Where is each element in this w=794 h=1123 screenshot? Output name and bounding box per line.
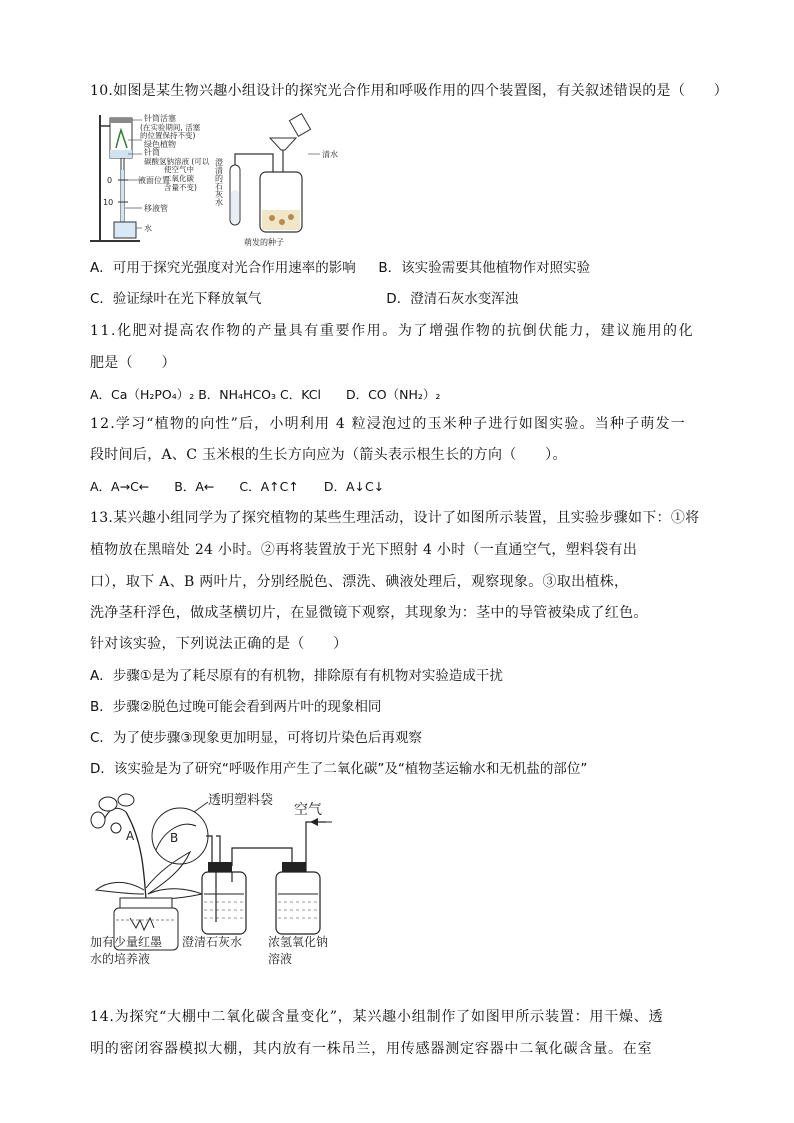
q11-options[interactable]: A．Ca（H₂PO₄）₂ B．NH₄HCO₃ C．KCl D．CO（NH₂）₂ [90, 387, 441, 402]
svg-text:碳酸氢钠溶液 (可以: 碳酸氢钠溶液 (可以 [144, 157, 210, 166]
q13-stem-line1: 13.某兴趣小组同学为了探究植物的某些生理活动，设计了如图所示装置，且实验步骤如下：①将 [90, 510, 700, 526]
q12-stem-line2: 段时间后，A、C 玉米根的生长方向应为（箭头表示根生长的方向（ ）。 [90, 447, 567, 463]
svg-text:B: B [170, 831, 179, 845]
svg-text:移液管: 移液管 [144, 204, 168, 213]
q10-option-b[interactable]: B．该实验需要其他植物作对照实验 [378, 260, 591, 276]
svg-text:针筒: 针筒 [144, 148, 160, 157]
q13-option-a[interactable]: A．步骤①是为了耗尽原有的有机物，排除原有有机物对实验造成干扰 [90, 668, 503, 684]
svg-text:水的培养液: 水的培养液 [90, 952, 151, 966]
q13-apparatus-diagram [86, 790, 376, 975]
q11-stem-line1: 11.化肥对提高农作物的产量具有重要作用。为了增强作物的抗倒伏能力，建议施用的化 [90, 323, 695, 339]
q10-figure [88, 110, 508, 254]
q12-options[interactable]: A．A→C← B．A← C．A↑C↑ D．A↓C↓ [90, 479, 385, 494]
q10-option-c[interactable]: C．验证绿叶在光下释放氧气 [90, 291, 262, 307]
svg-text:(在实验期间, 活塞: (在实验期间, 活塞 [140, 123, 201, 132]
svg-text:的位置保持不变): 的位置保持不变) [140, 131, 196, 140]
svg-text:二氧化碳: 二氧化碳 [164, 174, 194, 183]
q13-option-c[interactable]: C．为了使步骤③现象更加明显，可将切片染色后再观察 [90, 730, 423, 746]
q10-option-a[interactable]: A．可用于探究光强度对光合作用速率的影响 [90, 260, 356, 276]
svg-text:澄清的石灰水: 澄清的石灰水 [214, 158, 224, 206]
q13-stem-line2: 植物放在黑暗处 24 小时。②再将装置放于光下照射 4 小时（一直通空气，塑料袋有出 [90, 542, 638, 558]
svg-text:透明塑料袋: 透明塑料袋 [208, 793, 274, 808]
svg-text:液面位置: 液面位置 [138, 176, 170, 185]
q11-stem-line2: 肥是（ ） [90, 355, 176, 371]
q13-figure [86, 790, 376, 979]
svg-text:0: 0 [107, 176, 113, 185]
q13-stem-line5: 针对该实验，下列说法正确的是（ ） [90, 636, 348, 652]
svg-text:含量不变): 含量不变) [164, 183, 197, 192]
q10-option-row-1 [90, 258, 714, 278]
svg-text:空气: 空气 [294, 802, 322, 818]
q13-option-d[interactable]: D．该实验是为了研究“呼吸作用产生了二氧化碳”及“植物茎运输水和无机盐的部位” [90, 761, 588, 777]
svg-text:澄清石灰水: 澄清石灰水 [182, 935, 243, 949]
q10-apparatus-diagram [88, 110, 508, 250]
q10-option-d[interactable]: D．澄清石灰水变浑浊 [386, 291, 519, 307]
svg-text:使空气中: 使空气中 [164, 165, 194, 174]
svg-text:水: 水 [144, 224, 152, 233]
svg-text:浓氢氧化钠: 浓氢氧化钠 [268, 935, 329, 949]
q12-stem-line1: 12.学习“植物的向性”后，小明利用 4 粒浸泡过的玉米种子进行如图实验。当种子萌发一 [90, 416, 686, 432]
svg-text:A: A [126, 829, 135, 843]
svg-text:10: 10 [103, 198, 114, 207]
svg-text:针筒活塞: 针筒活塞 [144, 114, 176, 123]
q13-stem-line4: 洗净茎秆浮色，做成茎横切片，在显微镜下观察，其现象为：茎中的导管被染成了红色。 [90, 605, 648, 621]
q14-stem-line2: 明的密闭容器模拟大棚，其内放有一株吊兰，用传感器测定容器中二氧化碳含量。在室 [90, 1041, 653, 1057]
q13-stem-line3: 口），取下 A、B 两叶片，分别经脱色、漂洗、碘液处理后，观察现象。③取出植株， [90, 574, 629, 590]
svg-text:绿色植物: 绿色植物 [144, 140, 176, 149]
q10-stem: 10.如图是某生物兴趣小组设计的探究光合作用和呼吸作用的四个装置图，有关叙述错误的是（ ） [90, 83, 729, 99]
svg-text:溶液: 溶液 [268, 952, 293, 966]
q14-stem-line1: 14.为探究“大棚中二氧化碳含量变化”，某兴趣小组制作了如图甲所示装置：用干燥、透 [90, 1009, 664, 1025]
q13-option-b[interactable]: B．步骤②脱色过晚可能会看到两片叶的现象相同 [90, 699, 382, 715]
svg-text:清水: 清水 [322, 150, 338, 159]
svg-text:萌发的种子: 萌发的种子 [244, 238, 284, 247]
q10-option-row-2 [90, 289, 714, 309]
svg-text:加有少量红墨: 加有少量红墨 [90, 935, 163, 949]
